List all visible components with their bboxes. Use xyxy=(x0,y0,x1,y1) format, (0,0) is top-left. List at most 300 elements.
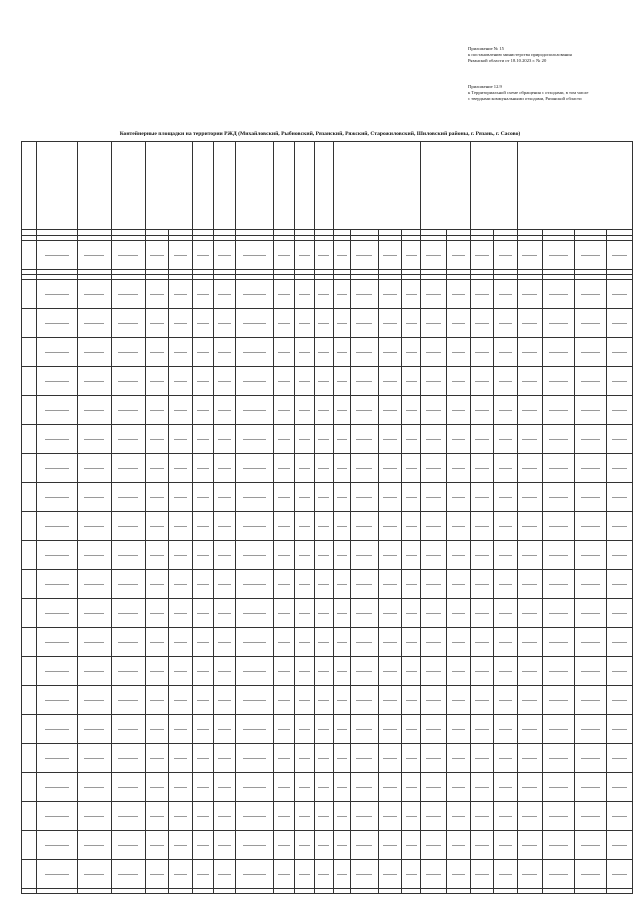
table-cell xyxy=(421,483,447,512)
illegible-text-mark xyxy=(174,613,188,614)
table-cell xyxy=(235,860,273,889)
illegible-text-mark xyxy=(383,642,397,643)
table-cell xyxy=(494,889,518,894)
illegible-text-mark xyxy=(383,323,397,324)
table-cell xyxy=(77,541,111,570)
illegible-text-mark xyxy=(522,642,537,643)
illegible-text-mark xyxy=(243,845,265,846)
table-cell xyxy=(470,802,494,831)
illegible-text-mark xyxy=(84,613,104,614)
illegible-text-mark xyxy=(475,468,489,469)
illegible-text-mark xyxy=(356,700,372,701)
illegible-text-mark xyxy=(612,526,627,527)
illegible-text-mark xyxy=(452,526,466,527)
illegible-text-mark xyxy=(318,613,329,614)
illegible-text-mark xyxy=(499,816,513,817)
illegible-text-mark xyxy=(118,613,138,614)
illegible-text-mark xyxy=(356,613,372,614)
table-cell xyxy=(378,744,402,773)
illegible-text-mark xyxy=(499,700,513,701)
table-cell xyxy=(214,280,235,309)
table-cell xyxy=(575,628,607,657)
illegible-text-mark xyxy=(174,729,188,730)
illegible-text-mark xyxy=(318,526,329,527)
table-cell xyxy=(517,860,543,889)
table-cell xyxy=(111,889,145,894)
illegible-text-mark xyxy=(475,729,489,730)
table-cell xyxy=(36,425,77,454)
table-cell xyxy=(192,686,213,715)
illegible-text-mark xyxy=(452,700,466,701)
table-cell xyxy=(169,309,193,338)
table-cell xyxy=(111,280,145,309)
table-cell xyxy=(333,686,350,715)
table-cell xyxy=(77,831,111,860)
table-cell xyxy=(333,483,350,512)
illegible-text-mark xyxy=(118,845,138,846)
table-cell xyxy=(145,570,169,599)
illegible-text-mark xyxy=(383,787,397,788)
illegible-text-mark xyxy=(150,381,164,382)
table-cell xyxy=(350,338,378,367)
illegible-text-mark xyxy=(318,381,329,382)
table-cell xyxy=(517,802,543,831)
illegible-text-mark xyxy=(318,410,329,411)
table-cell xyxy=(169,570,193,599)
table-cell xyxy=(575,425,607,454)
table-cell xyxy=(470,831,494,860)
table-cell xyxy=(543,570,575,599)
header-cell xyxy=(77,142,111,230)
table-row xyxy=(22,773,633,802)
table-cell xyxy=(607,802,633,831)
illegible-text-mark xyxy=(406,874,417,875)
table-cell xyxy=(421,657,447,686)
table-cell xyxy=(274,309,295,338)
table-cell xyxy=(22,425,37,454)
table-cell xyxy=(169,715,193,744)
table-row xyxy=(22,338,633,367)
illegible-text-mark xyxy=(549,323,568,324)
appendix-scheme-note xyxy=(468,84,633,102)
illegible-text-mark xyxy=(318,255,329,256)
table-cell xyxy=(77,570,111,599)
illegible-text-mark xyxy=(426,352,441,353)
illegible-text-mark xyxy=(581,700,600,701)
illegible-text-mark xyxy=(426,845,441,846)
illegible-text-mark xyxy=(383,758,397,759)
table-cell xyxy=(494,570,518,599)
table-cell xyxy=(494,512,518,541)
table-cell xyxy=(470,396,494,425)
table-cell xyxy=(36,367,77,396)
illegible-text-mark xyxy=(581,294,600,295)
illegible-text-mark xyxy=(118,758,138,759)
table-row xyxy=(22,280,633,309)
illegible-text-mark xyxy=(549,584,568,585)
table-cell xyxy=(111,831,145,860)
illegible-text-mark xyxy=(499,526,513,527)
illegible-text-mark xyxy=(218,255,230,256)
illegible-text-mark xyxy=(475,381,489,382)
table-cell xyxy=(145,541,169,570)
table-cell xyxy=(607,744,633,773)
illegible-text-mark xyxy=(197,613,209,614)
table-cell xyxy=(235,241,273,270)
table-cell xyxy=(517,396,543,425)
table-cell xyxy=(421,628,447,657)
illegible-text-mark xyxy=(426,584,441,585)
table-cell xyxy=(543,773,575,802)
illegible-text-mark xyxy=(383,845,397,846)
table-cell xyxy=(214,512,235,541)
illegible-text-mark xyxy=(499,410,513,411)
illegible-text-mark xyxy=(581,845,600,846)
illegible-text-mark xyxy=(612,816,627,817)
table-cell xyxy=(145,773,169,802)
table-cell xyxy=(350,744,378,773)
table-cell xyxy=(494,483,518,512)
illegible-text-mark xyxy=(45,671,69,672)
table-cell xyxy=(145,309,169,338)
illegible-text-mark xyxy=(406,294,417,295)
table-cell xyxy=(470,889,494,894)
table-cell xyxy=(350,309,378,338)
illegible-text-mark xyxy=(218,584,230,585)
table-cell xyxy=(350,396,378,425)
illegible-text-mark xyxy=(337,874,347,875)
table-cell xyxy=(494,454,518,483)
table-cell xyxy=(517,483,543,512)
table-cell xyxy=(494,628,518,657)
table-cell xyxy=(145,483,169,512)
illegible-text-mark xyxy=(356,497,372,498)
illegible-text-mark xyxy=(299,410,310,411)
table-cell xyxy=(607,454,633,483)
illegible-text-mark xyxy=(150,845,164,846)
illegible-text-mark xyxy=(84,555,104,556)
table-cell xyxy=(111,338,145,367)
table-cell xyxy=(447,889,471,894)
table-cell xyxy=(378,773,402,802)
illegible-text-mark xyxy=(383,816,397,817)
table-cell xyxy=(607,889,633,894)
table-cell xyxy=(575,599,607,628)
illegible-text-mark xyxy=(174,497,188,498)
table-cell xyxy=(314,396,333,425)
table-cell xyxy=(145,599,169,628)
table-row xyxy=(22,570,633,599)
table-cell xyxy=(111,773,145,802)
table-cell xyxy=(607,860,633,889)
illegible-text-mark xyxy=(499,671,513,672)
header-cell xyxy=(192,142,213,230)
illegible-text-mark xyxy=(337,787,347,788)
table-cell xyxy=(517,512,543,541)
table-cell xyxy=(470,241,494,270)
illegible-text-mark xyxy=(45,613,69,614)
table-cell xyxy=(607,570,633,599)
table-cell xyxy=(378,367,402,396)
table-cell xyxy=(607,512,633,541)
table-cell xyxy=(214,773,235,802)
illegible-text-mark xyxy=(581,526,600,527)
illegible-text-mark xyxy=(337,526,347,527)
illegible-text-mark xyxy=(549,526,568,527)
illegible-text-mark xyxy=(406,700,417,701)
table-cell xyxy=(36,715,77,744)
illegible-text-mark xyxy=(243,255,265,256)
illegible-text-mark xyxy=(356,526,372,527)
illegible-text-mark xyxy=(499,613,513,614)
table-cell xyxy=(274,338,295,367)
illegible-text-mark xyxy=(197,816,209,817)
table-cell xyxy=(421,715,447,744)
table-cell xyxy=(494,338,518,367)
illegible-text-mark xyxy=(299,613,310,614)
table-cell xyxy=(235,280,273,309)
table-cell xyxy=(575,309,607,338)
header-cell xyxy=(333,142,421,230)
table-cell xyxy=(517,599,543,628)
table-cell xyxy=(378,396,402,425)
illegible-text-mark xyxy=(174,294,188,295)
illegible-text-mark xyxy=(475,323,489,324)
table-cell xyxy=(192,570,213,599)
table-row xyxy=(22,657,633,686)
table-cell xyxy=(350,802,378,831)
table-cell xyxy=(350,715,378,744)
table-cell xyxy=(575,512,607,541)
table-cell xyxy=(22,802,37,831)
illegible-text-mark xyxy=(549,845,568,846)
table-cell xyxy=(274,396,295,425)
table-cell xyxy=(214,241,235,270)
illegible-text-mark xyxy=(197,729,209,730)
illegible-text-mark xyxy=(118,584,138,585)
table-cell xyxy=(235,773,273,802)
illegible-text-mark xyxy=(218,323,230,324)
table-cell xyxy=(575,570,607,599)
illegible-text-mark xyxy=(383,381,397,382)
illegible-text-mark xyxy=(356,352,372,353)
table-cell xyxy=(214,686,235,715)
illegible-text-mark xyxy=(299,787,310,788)
table-cell xyxy=(295,802,314,831)
table-cell xyxy=(333,744,350,773)
illegible-text-mark xyxy=(84,787,104,788)
table-cell xyxy=(274,744,295,773)
table-cell xyxy=(494,309,518,338)
table-cell xyxy=(111,860,145,889)
table-cell xyxy=(274,889,295,894)
table-cell xyxy=(36,686,77,715)
illegible-text-mark xyxy=(612,468,627,469)
illegible-text-mark xyxy=(475,555,489,556)
container-sites-table xyxy=(21,141,633,894)
table-cell xyxy=(470,686,494,715)
table-cell xyxy=(421,773,447,802)
table-cell xyxy=(22,241,37,270)
table-cell xyxy=(214,309,235,338)
appendix-scheme-number: Приложение 12.9 xyxy=(468,84,502,89)
illegible-text-mark xyxy=(337,584,347,585)
table-cell xyxy=(378,512,402,541)
table-cell xyxy=(402,860,421,889)
table-cell xyxy=(575,396,607,425)
illegible-text-mark xyxy=(118,671,138,672)
table-cell xyxy=(575,367,607,396)
table-cell xyxy=(314,241,333,270)
illegible-text-mark xyxy=(475,787,489,788)
table-cell xyxy=(494,280,518,309)
illegible-text-mark xyxy=(299,497,310,498)
table-cell xyxy=(517,889,543,894)
illegible-text-mark xyxy=(383,439,397,440)
illegible-text-mark xyxy=(197,294,209,295)
table-cell xyxy=(22,570,37,599)
table-cell xyxy=(314,744,333,773)
table-row xyxy=(22,512,633,541)
illegible-text-mark xyxy=(499,845,513,846)
illegible-text-mark xyxy=(197,410,209,411)
illegible-text-mark xyxy=(612,410,627,411)
table-cell xyxy=(543,686,575,715)
table-cell xyxy=(192,889,213,894)
table-cell xyxy=(333,338,350,367)
illegible-text-mark xyxy=(452,671,466,672)
table-cell xyxy=(447,541,471,570)
illegible-text-mark xyxy=(45,642,69,643)
illegible-text-mark xyxy=(522,584,537,585)
illegible-text-mark xyxy=(243,613,265,614)
table-cell xyxy=(145,686,169,715)
table-cell xyxy=(575,280,607,309)
table-cell xyxy=(517,338,543,367)
table-row xyxy=(22,367,633,396)
table-cell xyxy=(295,773,314,802)
illegible-text-mark xyxy=(174,439,188,440)
illegible-text-mark xyxy=(299,381,310,382)
table-cell xyxy=(235,802,273,831)
illegible-text-mark xyxy=(218,874,230,875)
illegible-text-mark xyxy=(84,584,104,585)
table-cell xyxy=(169,483,193,512)
illegible-text-mark xyxy=(475,816,489,817)
table-cell xyxy=(575,831,607,860)
illegible-text-mark xyxy=(426,468,441,469)
appendix-decree-line: к постановлению министерства природопользования xyxy=(468,52,572,57)
illegible-text-mark xyxy=(406,439,417,440)
table-cell xyxy=(470,715,494,744)
table-cell xyxy=(494,657,518,686)
illegible-text-mark xyxy=(549,255,568,256)
illegible-text-mark xyxy=(278,787,290,788)
table-cell xyxy=(447,454,471,483)
illegible-text-mark xyxy=(318,352,329,353)
illegible-text-mark xyxy=(197,671,209,672)
table-cell xyxy=(314,338,333,367)
table-cell xyxy=(402,396,421,425)
illegible-text-mark xyxy=(197,845,209,846)
table-cell xyxy=(470,280,494,309)
illegible-text-mark xyxy=(499,468,513,469)
illegible-text-mark xyxy=(499,497,513,498)
illegible-text-mark xyxy=(475,294,489,295)
illegible-text-mark xyxy=(452,410,466,411)
table-cell xyxy=(350,628,378,657)
table-cell xyxy=(402,628,421,657)
illegible-text-mark xyxy=(612,787,627,788)
table-cell xyxy=(314,599,333,628)
table-cell xyxy=(447,773,471,802)
table-cell xyxy=(36,309,77,338)
table-cell xyxy=(77,686,111,715)
table-cell xyxy=(333,860,350,889)
table-cell xyxy=(22,367,37,396)
table-cell xyxy=(36,483,77,512)
illegible-text-mark xyxy=(522,468,537,469)
table-cell xyxy=(192,599,213,628)
illegible-text-mark xyxy=(150,729,164,730)
table-cell xyxy=(192,744,213,773)
illegible-text-mark xyxy=(243,874,265,875)
table-cell xyxy=(543,744,575,773)
table-cell xyxy=(378,889,402,894)
illegible-text-mark xyxy=(383,671,397,672)
table-cell xyxy=(447,512,471,541)
table-cell xyxy=(235,889,273,894)
table-cell xyxy=(36,599,77,628)
illegible-text-mark xyxy=(612,294,627,295)
table-cell xyxy=(402,773,421,802)
appendix-scheme-line: к Территориальной схеме обращения с отходами, в том числе xyxy=(468,90,589,95)
illegible-text-mark xyxy=(243,439,265,440)
table-row xyxy=(22,541,633,570)
table-cell xyxy=(169,396,193,425)
illegible-text-mark xyxy=(612,845,627,846)
illegible-text-mark xyxy=(318,555,329,556)
table-cell xyxy=(447,715,471,744)
table-cell xyxy=(22,599,37,628)
illegible-text-mark xyxy=(383,468,397,469)
table-cell xyxy=(145,831,169,860)
illegible-text-mark xyxy=(337,439,347,440)
table-cell xyxy=(378,425,402,454)
illegible-text-mark xyxy=(150,555,164,556)
table-cell xyxy=(421,396,447,425)
table-cell xyxy=(235,744,273,773)
illegible-text-mark xyxy=(318,671,329,672)
table-cell xyxy=(36,831,77,860)
table-cell xyxy=(192,396,213,425)
illegible-text-mark xyxy=(383,613,397,614)
table-cell xyxy=(314,657,333,686)
table-cell xyxy=(274,860,295,889)
table-cell xyxy=(575,744,607,773)
table-cell xyxy=(543,425,575,454)
table-cell xyxy=(214,599,235,628)
illegible-text-mark xyxy=(118,410,138,411)
illegible-text-mark xyxy=(499,787,513,788)
illegible-text-mark xyxy=(406,584,417,585)
table-cell xyxy=(333,599,350,628)
illegible-text-mark xyxy=(45,816,69,817)
illegible-text-mark xyxy=(612,874,627,875)
table-cell xyxy=(295,309,314,338)
illegible-text-mark xyxy=(197,323,209,324)
table-cell xyxy=(295,454,314,483)
